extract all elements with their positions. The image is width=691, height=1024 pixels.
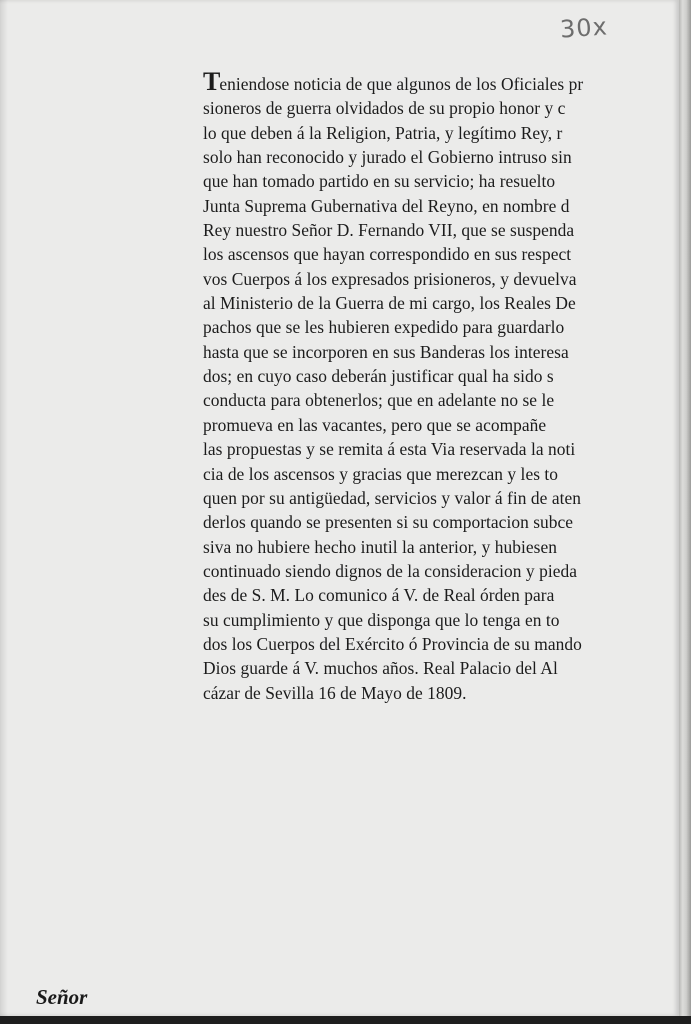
text-line-26: cázar de Sevilla 16 de Mayo de 1809. <box>203 682 467 703</box>
catchword: Señor <box>36 985 88 1009</box>
text-line-13: dos; en cuyo caso deberán justificar qual ha sido s <box>203 366 554 387</box>
text-line-6: Junta Suprema Gubernativa del Reyno, en nombre d <box>203 195 570 216</box>
text-line-12: hasta que se incorporen en sus Banderas los interesa <box>203 341 569 362</box>
text-line-3: lo que deben á la Religion, Patria, y legítimo Rey, r <box>203 122 563 143</box>
text-line-21: continuado siendo dignos de la consideracion y pieda <box>203 560 577 581</box>
text-line-23: su cumplimiento y que disponga que lo tenga en to <box>203 609 560 630</box>
text-line-19: derlos quando se presenten si su comportacion subce <box>203 512 574 533</box>
text-line-22: des de S. M. Lo comunico á V. de Real órden para <box>203 585 555 606</box>
text-line-24: dos los Cuerpos del Exército ó Provincia de su mando <box>203 633 582 654</box>
page-gutter-shadow <box>0 0 8 1016</box>
scan-border <box>0 1016 691 1024</box>
text-line-16: las propuestas y se remita á esta Via reservada la noti <box>203 439 576 460</box>
text-line-17: cia de los ascensos y gracias que merezcan y les to <box>203 463 559 484</box>
text-line-4: solo han reconocido y jurado el Gobierno intruso sin <box>203 147 572 168</box>
text-line-8: los ascensos que hayan correspondido en sus respect <box>203 244 572 265</box>
text-line-7: Rey nuestro Señor D. Fernando VII, que se suspenda <box>203 220 575 241</box>
text-line-14: conducta para obtenerlos; que en adelante no se le <box>203 390 555 411</box>
text-line-11: pachos que se les hubieren expedido para guardarlo <box>203 317 565 338</box>
text-line-2: sioneros de guerra olvidados de su propio honor y c <box>203 98 566 119</box>
folio-number: 30x <box>559 12 609 44</box>
text-line-25: Dios guarde á V. muchos años. Real Palacio del Al <box>203 658 558 679</box>
text-line-5: que han tomado partido en su servicio; ha resuelto <box>203 171 556 192</box>
text-line-18: quen por su antigüedad, servicios y valor á fin de aten <box>203 487 581 508</box>
text-line-9: vos Cuerpos á los expresados prisioneros, y devuelva <box>203 268 577 289</box>
drop-cap: T <box>203 70 220 96</box>
body-text <box>203 70 679 705</box>
text-line-10: al Ministerio de la Guerra de mi cargo, los Reales De <box>203 293 576 314</box>
text-line-15: promueva en las vacantes, pero que se acompañe <box>203 414 547 435</box>
text-line-20: siva no hubiere hecho inutil la anterior, y hubiesen <box>203 536 557 557</box>
text-line-1: Teniendose noticia de que algunos de los Oficiales pr <box>203 70 679 96</box>
page-edge <box>679 0 691 1024</box>
